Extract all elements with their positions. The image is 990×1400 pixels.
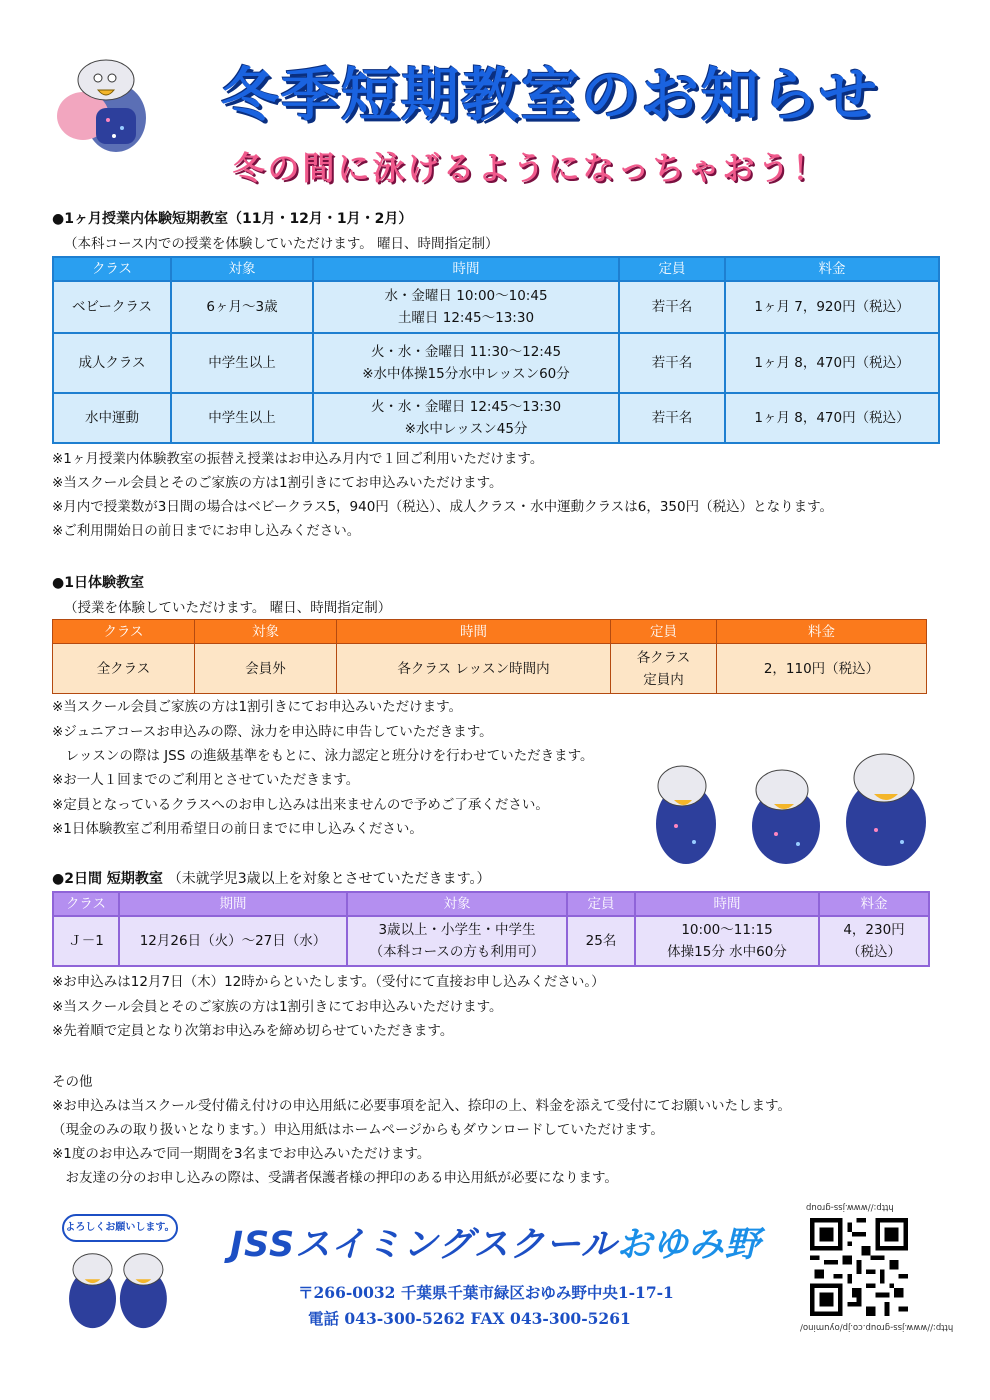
- fee-line: （税込）: [847, 944, 901, 960]
- header-cell: 対象: [347, 892, 567, 916]
- table-row: [53, 916, 929, 966]
- penguin-group-icon: [636, 746, 936, 870]
- capacity-line: 各クラス: [636, 649, 691, 666]
- header-cell: 料金: [725, 257, 939, 281]
- section2-note: ※1日体験教室ご利用希望日の前日までに申し込みください。: [52, 821, 423, 837]
- header-cell: クラス: [53, 257, 171, 281]
- target-cell: 中学生以上: [171, 393, 313, 443]
- section2-note: ※定員となっているクラスへのお申し込みは出来ませんので予めご了承ください。: [52, 797, 549, 813]
- section1-subtitle: （本科コース内での授業を体験していただけます。 曜日、時間指定制）: [64, 236, 499, 252]
- fee-cell: 1ヶ月 8，470円（税込）: [725, 393, 939, 443]
- header-cell: 時間: [337, 620, 611, 644]
- section3-note: ※先着順で定員となり次第お申込みを締め切らせていただきます。: [52, 1023, 454, 1039]
- qr-code-icon[interactable]: [800, 1202, 954, 1332]
- other-note: お友達の分のお申し込みの際は、受講者保護者様の押印のある申込用紙が必要になります。: [52, 1170, 618, 1186]
- header-cell: 定員: [611, 620, 717, 644]
- section3-title-text: ●2日間 短期教室: [52, 871, 163, 887]
- time-cell: 各クラス レッスン時間内: [337, 644, 611, 694]
- header-cell: 対象: [195, 620, 337, 644]
- section2-note: ※お一人１回までのご利用とさせていただきます。: [52, 772, 360, 788]
- capacity-cell: 若干名: [619, 281, 725, 333]
- other-note: ※1度のお申込みで同一期間を3名までお申込みいただけます。: [52, 1146, 431, 1162]
- qr-url-top: http://www.jss-group: [806, 1202, 894, 1212]
- page-title: 冬季短期教室のお知らせ: [220, 61, 880, 129]
- capacity-cell: 若干名: [619, 333, 725, 393]
- target-cell: 会員外: [195, 644, 337, 694]
- fee-line: 4，230円: [843, 922, 905, 938]
- target-cell: 6ヶ月～3歳: [171, 281, 313, 333]
- time-line: 火・水・金曜日 12:45～13:30: [370, 399, 562, 415]
- header-cell: クラス: [53, 620, 195, 644]
- capacity-line: 定員内: [643, 671, 684, 688]
- fee-cell: 1ヶ月 8，470円（税込）: [725, 333, 939, 393]
- table-row: [53, 644, 927, 694]
- section3-note: ※当スクール会員とそのご家族の方は1割引きにてお申込みいただけます。: [52, 999, 503, 1015]
- period-cell: 12月26日（火）～27日（水）: [119, 916, 347, 966]
- brand-accent: おゆみ野: [616, 1225, 761, 1265]
- section2-note: ※当スクール会員ご家族の方は1割引きにてお申込みいただけます。: [52, 699, 463, 715]
- time-line: 火・水・金曜日 11:30～12:45: [370, 344, 562, 360]
- fee-cell: 2，110円（税込）: [717, 644, 927, 694]
- other-title: その他: [52, 1074, 93, 1090]
- section1-note: ※月内で授業数が3日間の場合はベビークラス5，940円（税込）、成人クラス・水中運動クラスは6，350円（税込）となります。: [52, 499, 834, 515]
- table-header-row: [53, 892, 929, 916]
- section1-title: ●1ヶ月授業内体験短期教室（11月・12月・1月・2月）: [52, 211, 413, 227]
- section2-title: ●1日体験教室: [52, 575, 144, 591]
- header-cell: 定員: [619, 257, 725, 281]
- speech-text: よろしくお願いします。: [65, 1222, 175, 1233]
- qr-url-bottom: http://www.jss-group.co.jp/oyumino/: [800, 1322, 954, 1332]
- class-cell: 成人クラス: [53, 333, 171, 393]
- header-cell: 期間: [119, 892, 347, 916]
- table-header-row: [53, 257, 939, 281]
- class-cell: 全クラス: [53, 644, 195, 694]
- header-cell: 対象: [171, 257, 313, 281]
- fee-cell: 1ヶ月 7，920円（税込）: [725, 281, 939, 333]
- page-subtitle: 冬の間に泳げるようになっちゃおう！: [232, 149, 828, 187]
- time-cell: [635, 916, 819, 966]
- section3-note: ※お申込みは12月7日（木）12時からといたします。（受付にて直接お申し込みください。）: [52, 974, 605, 990]
- time-line: ※水中レッスン45分: [404, 421, 528, 437]
- target-cell: 中学生以上: [171, 333, 313, 393]
- section3-title-note: （未就学児3歳以上を対象とさせていただきます。）: [167, 871, 491, 887]
- other-note: （現金のみの取り扱いとなります。）申込用紙はホームページからもダウンロードしていただけます。: [52, 1122, 664, 1138]
- target-line: （本科コースの方も利用可）: [369, 944, 545, 960]
- section2-note: レッスンの際は JSS の進級基準をもとに、泳力認定と班分けを行わせていただきます。: [52, 748, 594, 764]
- table-row: [53, 281, 939, 333]
- phone-fax: 電話 043-300-5262 FAX 043-300-5261: [308, 1309, 631, 1328]
- time-line: 土曜日 12:45～13:30: [397, 310, 535, 326]
- address: 〒266-0032 千葉県千葉市緑区おゆみ野中央1-17-1: [298, 1283, 674, 1302]
- header-cell: 定員: [567, 892, 635, 916]
- time-line: 10:00～11:15: [681, 922, 773, 938]
- monthly-trial-table: [52, 256, 940, 444]
- section3-title: [52, 868, 491, 888]
- header-cell: 時間: [635, 892, 819, 916]
- table-row: [53, 333, 939, 393]
- other-note: ※お申込みは当スクール受付備え付けの申込用紙に必要事項を記入、捺印の上、料金を添えて受付にてお願いいたします。: [52, 1098, 791, 1114]
- time-cell: [313, 333, 619, 393]
- class-cell: ベビークラス: [53, 281, 171, 333]
- header-cell: クラス: [53, 892, 119, 916]
- capacity-cell: 若干名: [619, 393, 725, 443]
- target-line: 3歳以上・小学生・中学生: [378, 922, 536, 938]
- section2-subtitle: （授業を体験していただけます。 曜日、時間指定制）: [64, 600, 392, 616]
- penguin-pair-icon: [52, 1244, 180, 1332]
- footer-mascots: [52, 1214, 180, 1332]
- table-row: [53, 393, 939, 443]
- section1-note: ※1ヶ月授業内体験教室の振替え授業はお申込み月内で１回ご利用いただけます。: [52, 451, 544, 467]
- capacity-cell: [611, 644, 717, 694]
- one-day-trial-table: [52, 619, 927, 694]
- section1-note: ※当スクール会員とそのご家族の方は1割引きにてお申込みいただけます。: [52, 475, 503, 491]
- table-header-row: [53, 620, 927, 644]
- speech-bubble: [62, 1214, 178, 1242]
- header-cell: 時間: [313, 257, 619, 281]
- class-cell: Ｊ－1: [53, 916, 119, 966]
- fee-cell: [819, 916, 929, 966]
- section2-note: ※ジュニアコースお申込みの際、泳力を申込時に申告していただきます。: [52, 724, 493, 740]
- time-cell: [313, 393, 619, 443]
- time-line: 体操15分 水中60分: [667, 944, 787, 960]
- header-cell: 料金: [717, 620, 927, 644]
- capacity-cell: 25名: [567, 916, 635, 966]
- class-cell: 水中運動: [53, 393, 171, 443]
- header-cell: 料金: [819, 892, 929, 916]
- time-line: 水・金曜日 10:00～10:45: [384, 288, 548, 304]
- school-address-block: [298, 1280, 674, 1332]
- penguin-mascot-icon: [48, 56, 158, 154]
- time-cell: [313, 281, 619, 333]
- section1-note: ※ご利用開始日の前日までにお申し込みください。: [52, 523, 361, 539]
- school-brand: [230, 1222, 770, 1268]
- brand-main: JSSスイミングスクール: [230, 1225, 617, 1265]
- time-line: ※水中体操15分水中レッスン60分: [362, 366, 570, 382]
- target-cell: [347, 916, 567, 966]
- two-day-course-table: [52, 891, 930, 967]
